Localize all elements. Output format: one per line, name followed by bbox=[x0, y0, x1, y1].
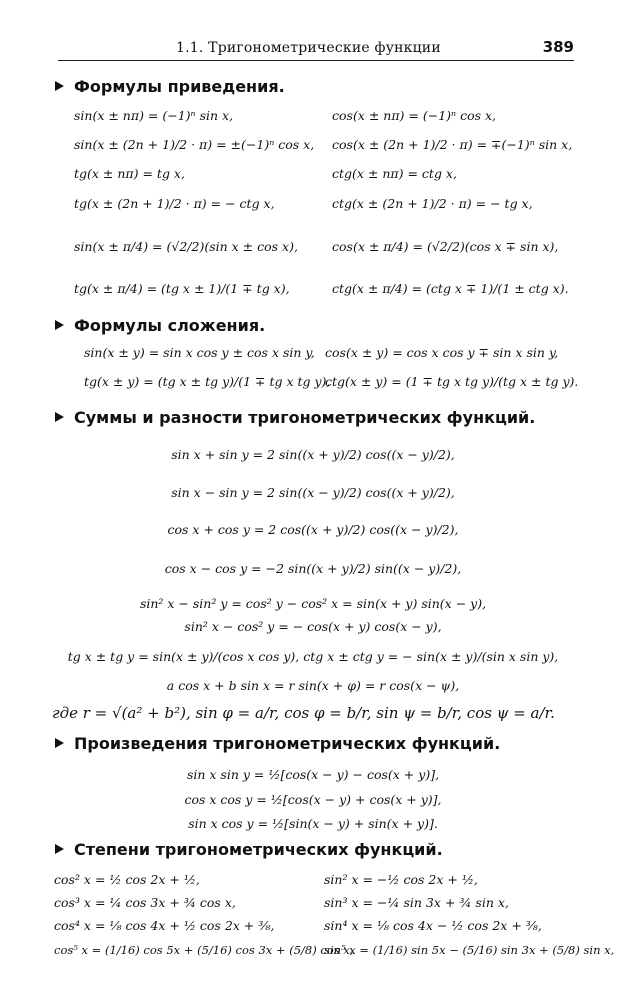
formula-reduction-5b: cos(x ± π/4) = (√2/2)(cos x ∓ sin x), bbox=[332, 239, 559, 254]
formula-sum-5: sin² x − sin² y = cos² y − cos² x = sin(x + y) sin(x − y), bbox=[139, 596, 487, 611]
bullet-triangle-icon bbox=[55, 320, 64, 330]
section-heading-text: Степени тригонометрических функций. bbox=[74, 840, 443, 859]
formula-sum-2: sin x − sin y = 2 sin((x − y)/2) cos((x + y)/2), bbox=[171, 485, 455, 500]
formula-product-1: sin x sin y = ½[cos(x − y) − cos(x + y)], bbox=[186, 767, 440, 782]
bullet-triangle-icon bbox=[55, 844, 64, 854]
formula-reduction-3a: tg(x ± nπ) = tg x, bbox=[74, 166, 185, 181]
bullet-triangle-icon bbox=[55, 412, 64, 422]
running-header bbox=[58, 38, 574, 61]
section-heading-products bbox=[55, 734, 500, 753]
section-heading-powers bbox=[55, 840, 443, 859]
formula-power-1b: sin² x = −½ cos 2x + ½, bbox=[324, 872, 478, 887]
formula-reduction-5a: sin(x ± π/4) = (√2/2)(sin x ± cos x), bbox=[74, 239, 298, 254]
formula-reduction-6a: tg(x ± π/4) = (tg x ± 1)/(1 ∓ tg x), bbox=[74, 281, 290, 296]
formula-sum-6: sin² x − cos² y = − cos(x + y) cos(x − y), bbox=[184, 619, 442, 634]
formula-reduction-2b: cos(x ± (2n + 1)/2 · π) = ∓(−1)ⁿ sin x, bbox=[332, 137, 573, 152]
formula-power-2a: cos³ x = ¼ cos 3x + ¾ cos x, bbox=[54, 895, 236, 910]
formula-power-3b: sin⁴ x = ⅛ cos 4x − ½ cos 2x + ⅜, bbox=[324, 918, 542, 933]
section-heading-reduction bbox=[55, 77, 285, 96]
formula-reduction-4b: ctg(x ± (2n + 1)/2 · π) = − tg x, bbox=[332, 196, 533, 211]
formula-sum-4: cos x − cos y = −2 sin((x + y)/2) sin((x − y)/2), bbox=[164, 561, 462, 576]
formula-product-2: cos x cos y = ½[cos(x − y) + cos(x + y)], bbox=[184, 792, 442, 807]
formula-reduction-4a: tg(x ± (2n + 1)/2 · π) = − ctg x, bbox=[74, 196, 275, 211]
formula-power-2b: sin³ x = −¼ sin 3x + ¾ sin x, bbox=[324, 895, 509, 910]
formula-sum-3: cos x + cos y = 2 cos((x + y)/2) cos((x − y)/2), bbox=[167, 522, 459, 537]
formula-addition-2a: tg(x ± y) = (tg x ± tg y)/(1 ∓ tg x tg y), bbox=[84, 374, 331, 389]
bullet-triangle-icon bbox=[55, 81, 64, 91]
formula-addition-1b: cos(x ± y) = cos x cos y ∓ sin x sin y, bbox=[325, 345, 559, 360]
section-heading-text: Суммы и разности тригонометрических функций. bbox=[74, 408, 536, 427]
formula-reduction-2a: sin(x ± (2n + 1)/2 · π) = ±(−1)ⁿ cos x, bbox=[74, 137, 315, 152]
formula-where-definitions: где r = √(a² + b²), sin φ = a/r, cos φ = b/r, sin ψ = b/r, cos ψ = a/r. bbox=[52, 704, 555, 722]
page-number: 389 bbox=[542, 38, 574, 56]
bullet-triangle-icon bbox=[55, 738, 64, 748]
section-heading-text: Формулы сложения. bbox=[74, 316, 266, 335]
section-heading-text: Произведения тригонометрических функций. bbox=[74, 734, 501, 753]
header-section-title: 1.1. Тригонометрические функции bbox=[176, 40, 441, 56]
formula-product-3: sin x cos y = ½[sin(x − y) + sin(x + y)]. bbox=[188, 816, 438, 831]
section-heading-addition bbox=[55, 316, 265, 335]
formula-sum-8: a cos x + b sin x = r sin(x + φ) = r cos(x − ψ), bbox=[166, 678, 460, 693]
section-heading-text: Формулы приведения. bbox=[74, 77, 285, 96]
section-heading-sums bbox=[55, 408, 535, 427]
formula-reduction-3b: ctg(x ± nπ) = ctg x, bbox=[332, 166, 457, 181]
formula-sum-7: tg x ± tg y = sin(x ± y)/(cos x cos y), ctg x ± ctg y = − sin(x ± y)/(sin x sin y), bbox=[67, 649, 559, 664]
formula-sum-1: sin x + sin y = 2 sin((x + y)/2) cos((x − y)/2), bbox=[171, 447, 455, 462]
formula-reduction-1a: sin(x ± nπ) = (−1)ⁿ sin x, bbox=[74, 108, 234, 123]
formula-power-4a: cos⁵ x = (1/16) cos 5x + (5/16) cos 3x + (5/8) cos x, bbox=[54, 943, 354, 957]
formula-addition-2b: ctg(x ± y) = (1 ∓ tg x tg y)/(tg x ± tg y). bbox=[325, 374, 579, 389]
formula-addition-1a: sin(x ± y) = sin x cos y ± cos x sin y, bbox=[84, 345, 315, 360]
formula-reduction-1b: cos(x ± nπ) = (−1)ⁿ cos x, bbox=[332, 108, 497, 123]
formula-reduction-6b: ctg(x ± π/4) = (ctg x ∓ 1)/(1 ± ctg x). bbox=[332, 281, 569, 296]
formula-power-1a: cos² x = ½ cos 2x + ½, bbox=[54, 872, 200, 887]
formula-power-4b: sin⁵ x = (1/16) sin 5x − (5/16) sin 3x + (5/8) sin x, bbox=[324, 943, 615, 957]
formula-power-3a: cos⁴ x = ⅛ cos 4x + ½ cos 2x + ⅜, bbox=[54, 918, 275, 933]
